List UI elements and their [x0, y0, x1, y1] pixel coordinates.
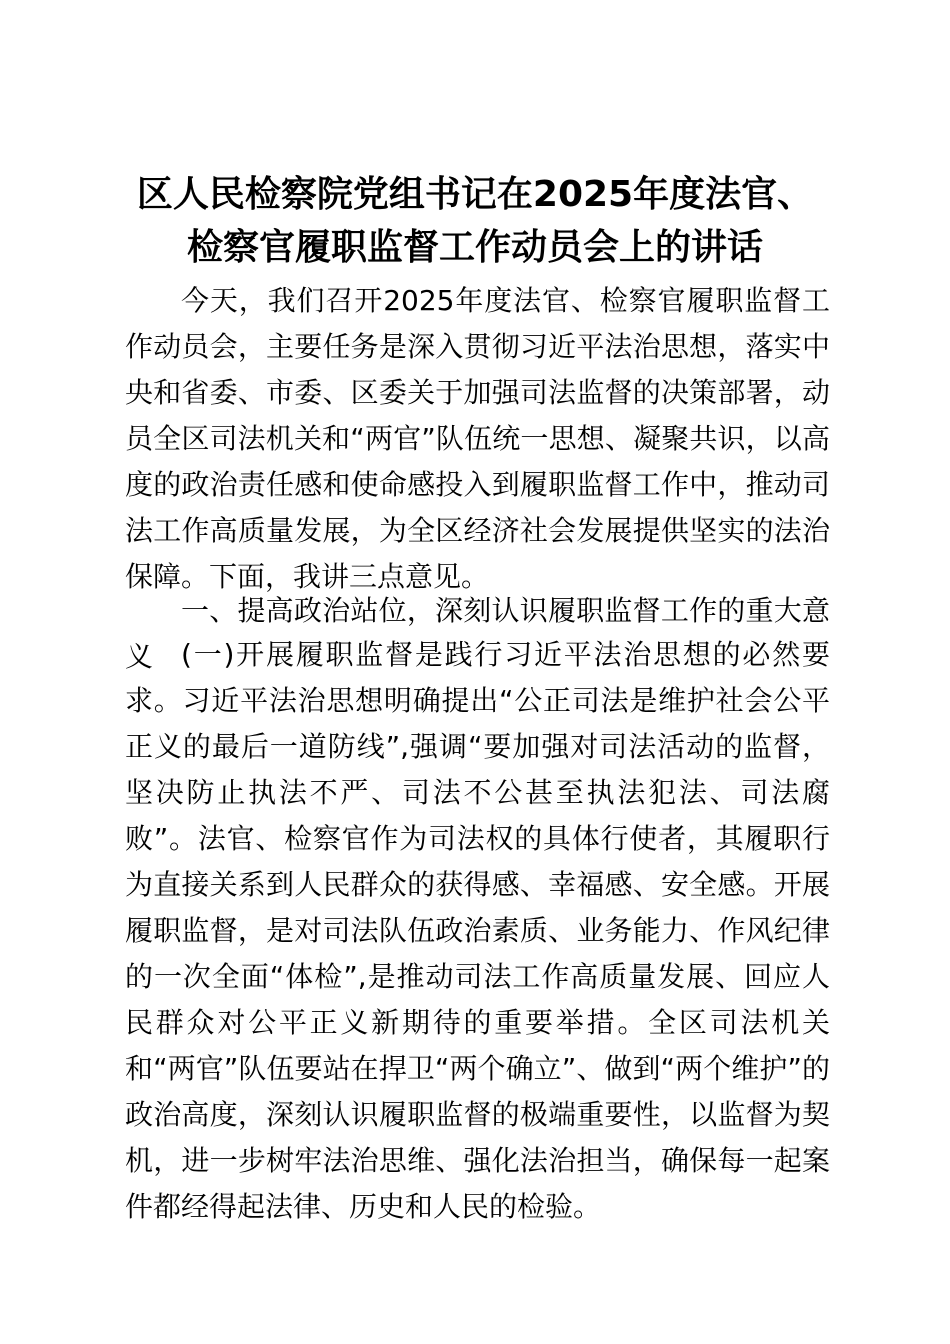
- section-heading-one: 一、提高政治站位，深刻认识履职监督工作的重大意义: [125, 594, 830, 673]
- intro-paragraph: 今天，我们召开2025年度法官、检察官履职监督工作动员会，主要任务是深入贯彻习近平法治思想，落实中央和省委、市委、区委关于加强司法监督的决策部署，动员全区司法机关和“两官”队伍统一思想、凝聚共识，以高度的政治责任感和使命感投入到履职监督工作中，推动司法工作高质量发展，为全区经济社会发展提供坚实的法治保障。下面，我讲三点意见。: [125, 284, 830, 593]
- document-title: 区人民检察院党组书记在2025年度法官、检察官履职监督工作动员会上的讲话: [136, 174, 814, 268]
- section-one-paragraph: (一)开展履职监督是践行习近平法治思想的必然要求。习近平法治思想明确提出“公正司法是维护社会公平正义的最后一道防线”,强调“要加强对司法活动的监督，坚决防止执法不严、司法不公甚至执法犯法、司法腐败”。法官、检察官作为司法权的具体行使者，其履职行为直接关系到人民群众的获得感、幸福感、安全感。开展履职监督，是对司法队伍政治素质、业务能力、作风纪律的一次全面“体检”,是推动司法工作高质量发展、回应人民群众对公平正义新期待的重要举措。全区司法机关和“两官”队伍要站在捍卫“两个确立”、做到“两个维护”的政治高度，深刻认识履职监督的极端重要性，以监督为契机，进一步树牢法治思维、强化法治担当，确保每一起案件都经得起法律、历史和人民的检验。: [125, 638, 830, 1223]
